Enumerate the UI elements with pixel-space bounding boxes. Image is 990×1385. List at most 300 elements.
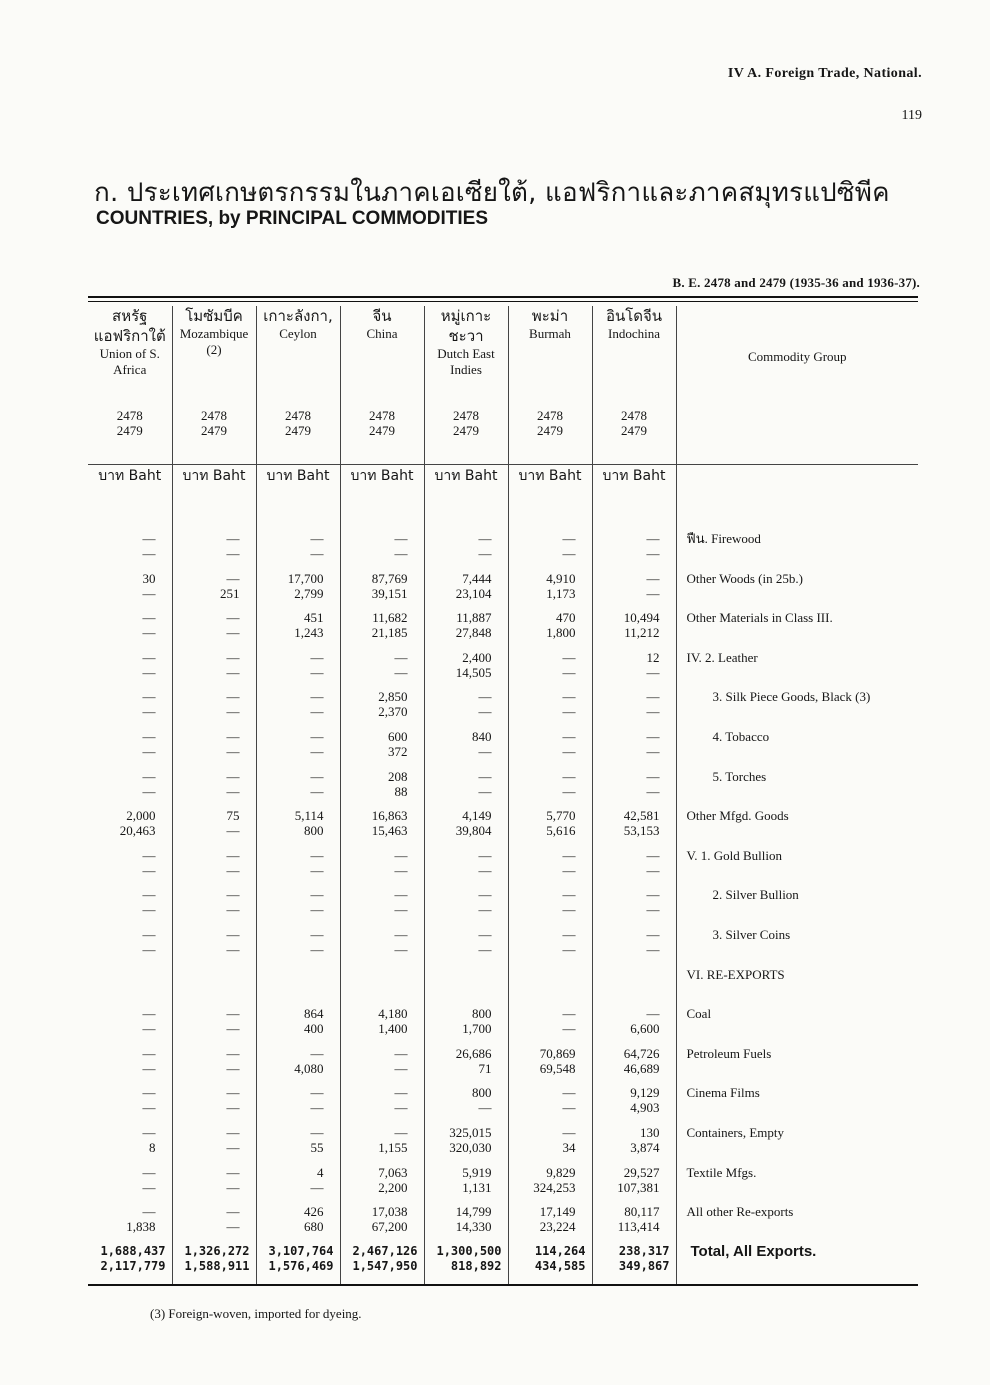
value-2478: — bbox=[226, 768, 240, 784]
commodity-group-label: 3. Silk Piece Goods, Black (3) bbox=[712, 689, 871, 705]
value-2479: 21,185 bbox=[371, 625, 408, 641]
column-header-english: Dutch East Indies bbox=[437, 346, 495, 377]
commodity-row bbox=[88, 1006, 918, 1046]
commodity-group-cell bbox=[676, 689, 918, 729]
commodity-group-cell bbox=[676, 769, 918, 809]
total-value-cell bbox=[508, 1244, 592, 1285]
unit-row bbox=[88, 465, 918, 532]
total-2478: 1,300,500 bbox=[436, 1243, 502, 1258]
value-2478: — bbox=[310, 728, 324, 744]
unit-label: บาท Baht bbox=[182, 468, 246, 484]
value-2478: 325,015 bbox=[449, 1124, 492, 1140]
value-cell bbox=[172, 650, 256, 690]
value-2479: 2,799 bbox=[294, 585, 324, 601]
value-2478: — bbox=[562, 649, 576, 665]
column-header-thai: โมซัมบีค bbox=[185, 307, 243, 325]
commodity-row bbox=[88, 610, 918, 650]
value-2479: — bbox=[226, 902, 240, 918]
value-2478: — bbox=[394, 531, 408, 546]
value-2478: — bbox=[562, 1085, 576, 1101]
value-2478: 70,869 bbox=[539, 1045, 576, 1061]
value-cell bbox=[172, 1085, 256, 1125]
value-2479: — bbox=[394, 664, 408, 680]
value-cell bbox=[508, 689, 592, 729]
value-2479: — bbox=[478, 743, 492, 759]
value-cell bbox=[256, 571, 340, 611]
value-cell bbox=[592, 1165, 676, 1205]
value-2479: — bbox=[310, 1100, 324, 1116]
value-2478: 2,400 bbox=[462, 649, 492, 665]
value-2478: — bbox=[310, 531, 324, 546]
commodity-group-label: IV. 2. Leather bbox=[686, 649, 758, 665]
value-2478: — bbox=[142, 689, 156, 705]
value-2478: 17,149 bbox=[539, 1204, 576, 1220]
column-header-english: Burmah bbox=[529, 326, 571, 341]
value-cell bbox=[88, 689, 172, 729]
commodity-group-label: 3. Silver Coins bbox=[712, 926, 791, 942]
value-2478: — bbox=[142, 1045, 156, 1061]
column-header-thai: อินโดจีน bbox=[605, 307, 663, 325]
value-2479: 88 bbox=[394, 783, 408, 799]
value-2479: — bbox=[646, 585, 660, 601]
value-cell bbox=[592, 848, 676, 888]
value-2478: — bbox=[394, 649, 408, 665]
value-cell bbox=[340, 1204, 424, 1244]
value-cell bbox=[172, 1204, 256, 1244]
commodity-row bbox=[88, 1125, 918, 1165]
value-2479: — bbox=[394, 1100, 408, 1116]
commodity-group-cell bbox=[676, 1125, 918, 1165]
value-2479: — bbox=[562, 902, 576, 918]
commodity-row bbox=[88, 769, 918, 809]
value-2478: — bbox=[226, 1006, 240, 1022]
value-2479: 1,155 bbox=[378, 1139, 408, 1155]
column-header bbox=[172, 306, 256, 408]
value-2478: 600 bbox=[388, 728, 408, 744]
value-cell bbox=[424, 927, 508, 967]
value-2478: — bbox=[562, 531, 576, 546]
value-cell bbox=[508, 571, 592, 611]
commodity-row bbox=[88, 571, 918, 611]
column-header-english: Union of S. Africa bbox=[99, 346, 160, 377]
value-2478: — bbox=[478, 689, 492, 705]
value-2478: — bbox=[562, 887, 576, 903]
value-cell bbox=[88, 848, 172, 888]
year-label: 2479 bbox=[453, 423, 479, 438]
value-2478: — bbox=[226, 728, 240, 744]
value-cell bbox=[592, 610, 676, 650]
year-cell bbox=[340, 408, 424, 465]
value-2479: — bbox=[226, 1021, 240, 1037]
value-2478: 10,494 bbox=[623, 610, 660, 626]
value-2479: 4,903 bbox=[630, 1100, 660, 1116]
column-header-english: Ceylon bbox=[279, 326, 317, 341]
value-cell bbox=[592, 769, 676, 809]
exports-table bbox=[88, 306, 918, 1286]
total-2478: 1,688,437 bbox=[100, 1243, 166, 1258]
unit-cell bbox=[592, 465, 676, 532]
value-2479: — bbox=[562, 783, 576, 799]
value-2478: 2,850 bbox=[378, 689, 408, 705]
value-2478: — bbox=[646, 926, 660, 942]
value-2478: 130 bbox=[640, 1124, 660, 1140]
column-header bbox=[256, 306, 340, 408]
year-label: 2479 bbox=[369, 423, 395, 438]
year-label: 2479 bbox=[537, 423, 563, 438]
value-2479: 23,224 bbox=[539, 1219, 576, 1235]
value-cell bbox=[508, 650, 592, 690]
value-cell bbox=[592, 650, 676, 690]
value-2478: — bbox=[310, 649, 324, 665]
value-2478: 7,444 bbox=[462, 570, 492, 586]
value-2479: — bbox=[226, 823, 240, 839]
commodity-group-cell bbox=[676, 1165, 918, 1205]
column-header bbox=[424, 306, 508, 408]
top-rule-thick bbox=[88, 296, 918, 298]
value-2479: — bbox=[562, 704, 576, 720]
value-cell bbox=[256, 1165, 340, 1205]
value-cell bbox=[424, 887, 508, 927]
value-cell bbox=[172, 1125, 256, 1165]
commodity-group-label: Other Materials in Class III. bbox=[686, 610, 833, 626]
value-2478: — bbox=[646, 728, 660, 744]
value-2479: — bbox=[562, 941, 576, 957]
column-header-thai: หมู่เกาะ ชะวา bbox=[440, 307, 492, 345]
value-2478: 64,726 bbox=[623, 1045, 660, 1061]
value-2479: — bbox=[646, 902, 660, 918]
commodity-row bbox=[88, 1085, 918, 1125]
value-2479: — bbox=[310, 902, 324, 918]
value-2478: — bbox=[142, 887, 156, 903]
value-cell bbox=[340, 1006, 424, 1046]
value-2479: 55 bbox=[310, 1139, 324, 1155]
value-2479: 107,381 bbox=[617, 1179, 660, 1195]
value-2478: — bbox=[310, 1085, 324, 1101]
value-2479: 1,131 bbox=[462, 1179, 492, 1195]
value-cell bbox=[256, 531, 340, 571]
value-2479: — bbox=[646, 546, 660, 561]
value-2478: — bbox=[562, 728, 576, 744]
value-2478: — bbox=[142, 728, 156, 744]
unit-cell bbox=[88, 465, 172, 532]
value-cell bbox=[424, 769, 508, 809]
value-cell bbox=[256, 650, 340, 690]
footnote: (3) Foreign-woven, imported for dyeing. bbox=[150, 1306, 362, 1321]
value-2479: — bbox=[310, 546, 324, 561]
year-label: 2478 bbox=[537, 408, 563, 423]
value-cell bbox=[172, 531, 256, 571]
year-label: 2479 bbox=[201, 423, 227, 438]
unit-label: บาท Baht bbox=[98, 468, 162, 484]
title-english: COUNTRIES, by PRINCIPAL COMMODITIES bbox=[96, 208, 488, 229]
year-cell bbox=[172, 408, 256, 465]
value-2478: — bbox=[562, 1006, 576, 1022]
value-2479: — bbox=[646, 743, 660, 759]
value-2478: — bbox=[394, 847, 408, 863]
value-2479: 46,689 bbox=[623, 1060, 660, 1076]
value-cell bbox=[340, 610, 424, 650]
value-cell bbox=[256, 887, 340, 927]
value-2478: — bbox=[310, 926, 324, 942]
value-2479: 1,173 bbox=[546, 585, 576, 601]
value-2479: 67,200 bbox=[371, 1219, 408, 1235]
value-2479: — bbox=[562, 664, 576, 680]
value-cell bbox=[256, 1046, 340, 1086]
value-2478: — bbox=[226, 689, 240, 705]
value-2478: — bbox=[142, 610, 156, 626]
value-2478: — bbox=[226, 531, 240, 546]
value-2479: — bbox=[142, 941, 156, 957]
value-cell bbox=[88, 531, 172, 571]
value-cell bbox=[340, 848, 424, 888]
value-cell bbox=[592, 729, 676, 769]
value-cell bbox=[592, 689, 676, 729]
commodity-group-cell bbox=[676, 848, 918, 888]
value-2478: — bbox=[226, 1045, 240, 1061]
value-2478: — bbox=[646, 531, 660, 546]
value-2479: — bbox=[478, 546, 492, 561]
value-2478: 4,149 bbox=[462, 808, 492, 824]
date-line: B. E. 2478 and 2479 (1935-36 and 1936-37). bbox=[672, 275, 920, 290]
value-2478: — bbox=[142, 1006, 156, 1022]
value-cell bbox=[256, 808, 340, 848]
value-cell bbox=[172, 729, 256, 769]
unit-cell bbox=[508, 465, 592, 532]
value-2478: — bbox=[394, 1045, 408, 1061]
value-2479: — bbox=[142, 664, 156, 680]
commodity-group-label: 4. Tobacco bbox=[712, 728, 770, 744]
value-2478: 4,910 bbox=[546, 570, 576, 586]
value-2478: — bbox=[226, 847, 240, 863]
value-2478: — bbox=[226, 570, 240, 586]
value-2478: — bbox=[562, 689, 576, 705]
column-header-row bbox=[88, 306, 918, 408]
year-cell bbox=[256, 408, 340, 465]
value-2479: — bbox=[394, 1060, 408, 1076]
total-2478: 1,326,272 bbox=[184, 1243, 250, 1258]
commodity-group-label: 2. Silver Bullion bbox=[712, 887, 799, 903]
value-cell bbox=[172, 610, 256, 650]
value-2478: 11,682 bbox=[372, 610, 408, 626]
commodity-group-cell bbox=[676, 1006, 918, 1046]
value-2479: 1,243 bbox=[294, 625, 324, 641]
value-2479: — bbox=[646, 783, 660, 799]
value-2479: 2,200 bbox=[378, 1179, 408, 1195]
value-2478: 29,527 bbox=[623, 1164, 660, 1180]
value-2479: — bbox=[310, 862, 324, 878]
value-cell bbox=[172, 571, 256, 611]
year-cell bbox=[592, 408, 676, 465]
value-cell bbox=[592, 1085, 676, 1125]
value-2479: — bbox=[226, 1139, 240, 1155]
value-cell bbox=[592, 531, 676, 571]
page-number: 119 bbox=[901, 108, 922, 123]
value-2479: — bbox=[226, 862, 240, 878]
unit-label: บาท Baht bbox=[434, 468, 498, 484]
value-cell bbox=[340, 927, 424, 967]
value-2479: 400 bbox=[304, 1021, 324, 1037]
commodity-group-label: All other Re-exports bbox=[686, 1204, 794, 1220]
value-2479: — bbox=[646, 664, 660, 680]
value-cell bbox=[592, 1006, 676, 1046]
value-cell bbox=[508, 1006, 592, 1046]
value-cell bbox=[340, 650, 424, 690]
value-2478: 5,919 bbox=[462, 1164, 492, 1180]
value-2478: — bbox=[142, 768, 156, 784]
value-cell bbox=[340, 531, 424, 571]
commodity-group-label: Petroleum Fuels bbox=[686, 1045, 772, 1061]
value-2479: — bbox=[226, 1060, 240, 1076]
year-label: 2478 bbox=[285, 408, 311, 423]
value-cell bbox=[256, 1006, 340, 1046]
value-2478: — bbox=[226, 1124, 240, 1140]
unit-label: บาท Baht bbox=[518, 468, 582, 484]
value-2478: 9,829 bbox=[546, 1164, 576, 1180]
value-2478: — bbox=[142, 531, 156, 546]
unit-label: บาท Baht bbox=[266, 468, 330, 484]
running-head: IV A. Foreign Trade, National. bbox=[727, 66, 922, 81]
value-2478: 2,000 bbox=[126, 808, 156, 824]
total-value-cell bbox=[172, 1244, 256, 1285]
value-cell bbox=[88, 1204, 172, 1244]
value-2478: — bbox=[226, 887, 240, 903]
total-value-cell bbox=[256, 1244, 340, 1285]
value-2479: 69,548 bbox=[539, 1060, 576, 1076]
value-cell bbox=[88, 729, 172, 769]
value-2478: — bbox=[646, 1006, 660, 1022]
commodity-group-label: Other Mfgd. Goods bbox=[686, 808, 789, 824]
value-2479: — bbox=[478, 941, 492, 957]
value-cell bbox=[88, 808, 172, 848]
value-2478: — bbox=[394, 926, 408, 942]
value-2479: — bbox=[394, 862, 408, 878]
commodity-group-header: Commodity Group bbox=[747, 349, 847, 364]
value-cell bbox=[88, 967, 172, 1007]
value-2478: — bbox=[394, 1085, 408, 1101]
value-2479: 39,151 bbox=[371, 585, 408, 601]
value-2478: 208 bbox=[388, 768, 408, 784]
total-value-cell bbox=[592, 1244, 676, 1285]
value-2479: — bbox=[226, 546, 240, 561]
value-2479: — bbox=[394, 546, 408, 561]
value-2478: — bbox=[310, 689, 324, 705]
value-cell bbox=[340, 808, 424, 848]
value-cell bbox=[256, 1085, 340, 1125]
value-2478: 840 bbox=[472, 728, 492, 744]
value-2478: — bbox=[142, 1204, 156, 1220]
commodity-group-cell bbox=[676, 531, 918, 571]
value-cell bbox=[172, 1046, 256, 1086]
value-cell bbox=[592, 887, 676, 927]
year-row bbox=[88, 408, 918, 465]
value-cell bbox=[508, 1204, 592, 1244]
column-header-english: Mozambique (2) bbox=[179, 326, 249, 357]
total-2479: 1,547,950 bbox=[352, 1258, 418, 1273]
value-2479: — bbox=[478, 783, 492, 799]
value-2479: — bbox=[142, 704, 156, 720]
value-2479: — bbox=[478, 1100, 492, 1116]
total-label-cell bbox=[676, 1244, 918, 1285]
value-cell bbox=[172, 967, 256, 1007]
commodity-row bbox=[88, 848, 918, 888]
value-2479: 1,838 bbox=[126, 1219, 156, 1235]
value-cell bbox=[592, 808, 676, 848]
value-2478: — bbox=[562, 926, 576, 942]
value-cell bbox=[592, 1204, 676, 1244]
total-value-cell bbox=[88, 1244, 172, 1285]
value-2478: — bbox=[646, 887, 660, 903]
value-cell bbox=[256, 967, 340, 1007]
value-2479: 53,153 bbox=[623, 823, 660, 839]
total-value-cell bbox=[424, 1244, 508, 1285]
column-header-english: China bbox=[366, 326, 398, 341]
value-cell bbox=[424, 808, 508, 848]
commodity-group-cell bbox=[676, 808, 918, 848]
value-cell bbox=[424, 650, 508, 690]
value-cell bbox=[508, 1165, 592, 1205]
value-2478: — bbox=[226, 1085, 240, 1101]
value-cell bbox=[172, 848, 256, 888]
year-cell bbox=[424, 408, 508, 465]
column-header bbox=[88, 306, 172, 408]
value-cell bbox=[172, 689, 256, 729]
value-2478: — bbox=[226, 1164, 240, 1180]
unit-cell bbox=[340, 465, 424, 532]
value-2479: 3,874 bbox=[630, 1139, 660, 1155]
value-2479: 6,600 bbox=[630, 1021, 660, 1037]
value-2479: 8 bbox=[149, 1139, 156, 1155]
value-cell bbox=[508, 1125, 592, 1165]
value-cell bbox=[508, 808, 592, 848]
value-2479: — bbox=[226, 625, 240, 641]
value-cell bbox=[424, 1046, 508, 1086]
year-label: 2478 bbox=[621, 408, 647, 423]
column-header bbox=[592, 306, 676, 408]
value-cell bbox=[172, 1006, 256, 1046]
value-2478: 75 bbox=[226, 808, 240, 824]
value-2479: 372 bbox=[388, 743, 408, 759]
value-2478: 4 bbox=[317, 1164, 324, 1180]
value-2479: — bbox=[142, 783, 156, 799]
year-label: 2479 bbox=[116, 423, 143, 438]
value-2478: 87,769 bbox=[371, 570, 408, 586]
value-2478: — bbox=[310, 847, 324, 863]
value-2479: — bbox=[310, 664, 324, 680]
value-2479: 113,414 bbox=[617, 1219, 660, 1235]
value-2479: — bbox=[562, 1021, 576, 1037]
value-2479: 680 bbox=[304, 1219, 324, 1235]
value-2479: 1,700 bbox=[462, 1021, 492, 1037]
value-2479: 23,104 bbox=[455, 585, 492, 601]
value-2479: — bbox=[478, 862, 492, 878]
value-cell bbox=[424, 1085, 508, 1125]
value-2478: — bbox=[226, 926, 240, 942]
value-cell bbox=[88, 927, 172, 967]
value-cell bbox=[256, 927, 340, 967]
value-2478: — bbox=[310, 1045, 324, 1061]
value-2479: — bbox=[310, 1179, 324, 1195]
commodity-group-cell bbox=[676, 729, 918, 769]
value-2478: — bbox=[646, 570, 660, 586]
value-2478: 17,038 bbox=[371, 1204, 408, 1220]
value-cell bbox=[508, 531, 592, 571]
title-thai: ก. ประเทศเกษตรกรรมในภาคเอเซียใต้, แอฟริกาและภาคสมุทรแปซิพีค bbox=[94, 178, 890, 208]
value-2479: — bbox=[562, 546, 576, 561]
year-cell bbox=[88, 408, 172, 465]
value-cell bbox=[256, 689, 340, 729]
value-2479: — bbox=[226, 704, 240, 720]
column-header-thai: เกาะลังกา, bbox=[263, 307, 333, 325]
